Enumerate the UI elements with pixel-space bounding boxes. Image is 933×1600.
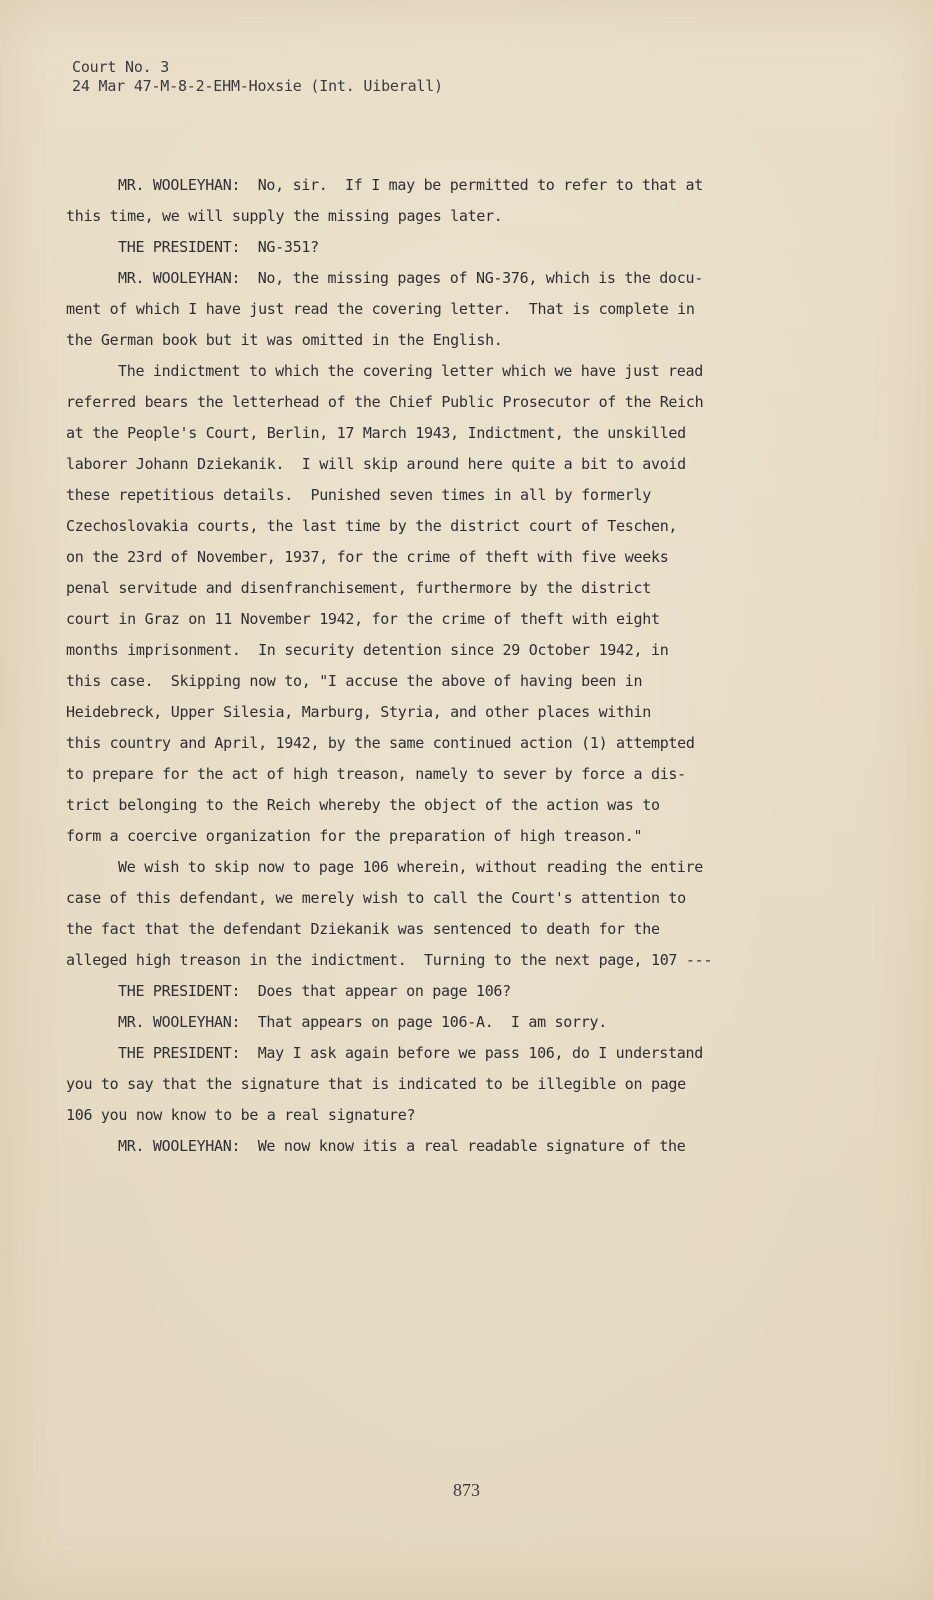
transcript-line: THE PRESIDENT: May I ask again before we pass 106, do I understand [118, 1044, 703, 1062]
transcript-line: referred bears the letterhead of the Chief Public Prosecutor of the Reich [66, 393, 704, 411]
transcript-line: months imprisonment. In security detention since 29 October 1942, in [66, 641, 669, 659]
page-number: 873 [453, 1480, 480, 1500]
transcript-line: this country and April, 1942, by the same continued action (1) attempted [66, 734, 695, 752]
transcript-line: THE PRESIDENT: Does that appear on page 106? [118, 982, 511, 1000]
transcript-line: We wish to skip now to page 106 wherein, without reading the entire [118, 858, 703, 876]
transcript-line: on the 23rd of November, 1937, for the crime of theft with five weeks [66, 548, 669, 566]
transcript-line: MR. WOOLEYHAN: We now know itis a real readable signature of the [118, 1137, 686, 1155]
transcript-line: form a coercive organization for the preparation of high treason." [66, 827, 643, 845]
transcript-line: 106 you now know to be a real signature? [66, 1106, 416, 1124]
transcript-line: MR. WOOLEYHAN: No, sir. If I may be permitted to refer to that at [118, 176, 703, 194]
transcript-line: court in Graz on 11 November 1942, for the crime of theft with eight [66, 610, 660, 628]
transcript-line: trict belonging to the Reich whereby the object of the action was to [66, 796, 660, 814]
transcript-line: the German book but it was omitted in the English. [66, 331, 503, 349]
transcript-line: you to say that the signature that is indicated to be illegible on page [66, 1075, 686, 1093]
transcript-line: this case. Skipping now to, "I accuse the above of having been in [66, 672, 643, 690]
transcript-line: Heidebreck, Upper Silesia, Marburg, Styria, and other places within [66, 703, 651, 721]
transcript-line: MR. WOOLEYHAN: No, the missing pages of NG-376, which is the docu- [118, 269, 703, 287]
transcript-line: case of this defendant, we merely wish to call the Court's attention to [66, 889, 686, 907]
transcript-line: to prepare for the act of high treason, namely to sever by force a dis- [66, 765, 686, 783]
transcript-line: laborer Johann Dziekanik. I will skip around here quite a bit to avoid [66, 455, 686, 473]
transcript-line: this time, we will supply the missing pages later. [66, 207, 503, 225]
transcript-line: alleged high treason in the indictment. Turning to the next page, 107 --- [66, 951, 713, 969]
transcript-line: THE PRESIDENT: NG-351? [118, 238, 319, 256]
transcript-line: ment of which I have just read the covering letter. That is complete in [66, 300, 695, 318]
court-number: Court No. 3 [72, 58, 170, 76]
transcript-line: penal servitude and disenfranchisement, furthermore by the district [66, 579, 651, 597]
document-header [72, 58, 443, 96]
transcript-line: the fact that the defendant Dziekanik was sentenced to death for the [66, 920, 660, 938]
session-reference: 24 Mar 47-M-8-2-EHM-Hoxsie (Int. Uiberall) [72, 77, 443, 95]
transcript-line: The indictment to which the covering letter which we have just read [118, 362, 703, 380]
transcript-line: at the People's Court, Berlin, 17 March 1943, Indictment, the unskilled [66, 424, 686, 442]
transcript-line: MR. WOOLEYHAN: That appears on page 106-A. I am sorry. [118, 1013, 607, 1031]
transcript-body [66, 170, 826, 1162]
transcript-line: Czechoslovakia courts, the last time by the district court of Teschen, [66, 517, 678, 535]
transcript-line: these repetitious details. Punished seven times in all by formerly [66, 486, 651, 504]
